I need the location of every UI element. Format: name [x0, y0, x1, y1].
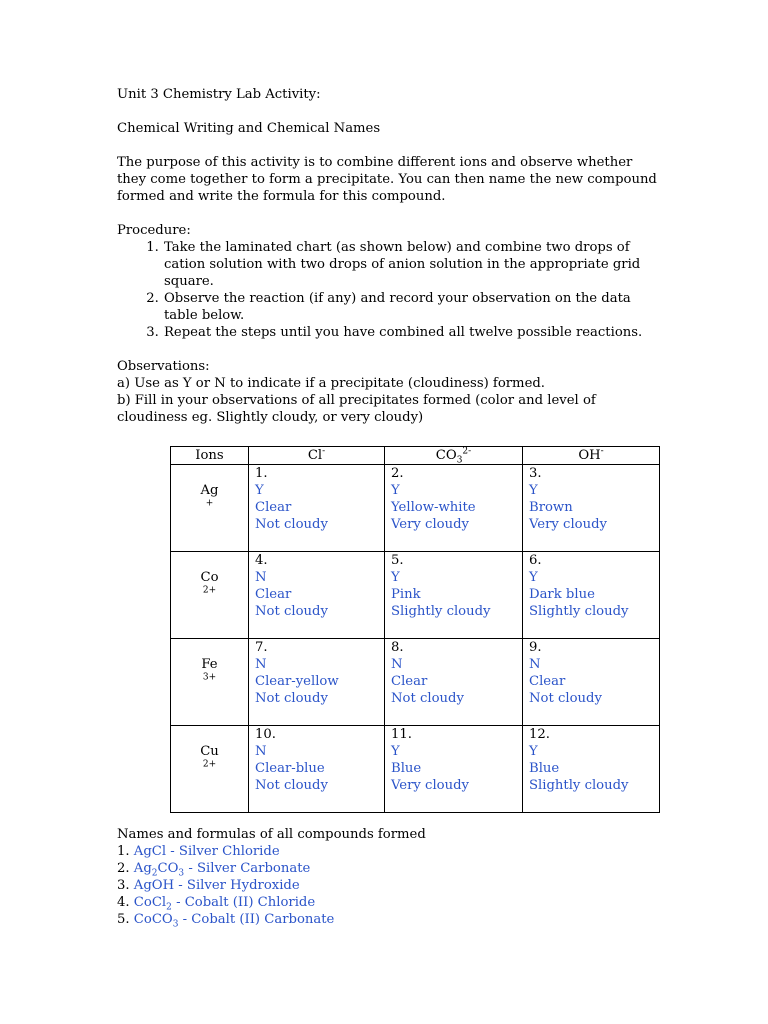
reaction-cell: 3. Y Brown Very cloudy — [523, 465, 660, 552]
anion-header: Cl- — [249, 447, 385, 465]
observations-line: b) Fill in your observations of all precipitates formed (color and level of — [117, 393, 596, 408]
purpose-line: they come together to form a precipitate. You can then name the new compound — [117, 172, 657, 187]
compounds-heading: Names and formulas of all compounds formed — [117, 827, 426, 842]
observation-table — [170, 446, 660, 813]
table-row — [171, 552, 660, 639]
procedure-step-line: 2. Observe the reaction (if any) and record your observation on the data — [164, 291, 631, 306]
reaction-cell: 12. Y Blue Slightly cloudy — [523, 726, 660, 813]
procedure-step-line: table below. — [164, 308, 245, 323]
cation-cell: Co $^{2+}$ — [171, 552, 249, 639]
observations-heading: Observations: — [117, 359, 210, 374]
cation-cell: Ag + — [171, 465, 249, 552]
procedure-step — [163, 239, 677, 290]
reaction-cell: 4. N Clear Not cloudy — [249, 552, 385, 639]
procedure-step-line: square. — [164, 274, 214, 289]
anion-header: $CO_3^{2-}$ — [385, 447, 523, 465]
procedure-step-line: 1. Take the laminated chart (as shown below) and combine two drops of — [164, 240, 630, 255]
cation-cell: Cu $^{2+}$ — [171, 726, 249, 813]
table-row — [171, 726, 660, 813]
purpose-paragraph — [117, 154, 677, 205]
table-row — [171, 465, 660, 552]
purpose-line: The purpose of this activity is to combine different ions and observe whether — [117, 155, 633, 170]
reaction-cell: 5. Y Pink Slightly cloudy — [385, 552, 523, 639]
reaction-cell: 8. N Clear Not cloudy — [385, 639, 523, 726]
reaction-cell: 1. Y Clear Not cloudy — [249, 465, 385, 552]
compound-item: 2. $Ag_2CO_3$ - Silver Carbonate — [117, 861, 311, 879]
table-header-row — [171, 447, 660, 465]
procedure-step-line: 3. Repeat the steps until you have combined all twelve possible reactions. — [164, 325, 643, 340]
anion-header: OH- — [523, 447, 660, 465]
procedure-step — [163, 290, 677, 324]
compound-item: 4. CoCl$_2$ - Cobalt (II) Chloride — [117, 895, 316, 913]
compound-item: 3. AgOH - Silver Hydroxide — [117, 878, 300, 893]
procedure-step — [163, 324, 677, 341]
compound-item: 1. AgCl - Silver Chloride — [117, 844, 280, 859]
table-row — [171, 639, 660, 726]
reaction-cell: 10. N Clear-blue Not cloudy — [249, 726, 385, 813]
reaction-cell: 2. Y Yellow-white Very cloudy — [385, 465, 523, 552]
cation-cell: Fe $^{3+}$ — [171, 639, 249, 726]
page-subtitle: Chemical Writing and Chemical Names — [117, 121, 381, 136]
reaction-cell: 6. Y Dark blue Slightly cloudy — [523, 552, 660, 639]
table-corner-header: Ions — [171, 447, 249, 465]
observations-line: cloudiness eg. Slightly cloudy, or very cloudy) — [117, 410, 424, 425]
reaction-cell: 9. N Clear Not cloudy — [523, 639, 660, 726]
compound-item: 5. CoCO$_3$ - Cobalt (II) Carbonate — [117, 912, 335, 930]
procedure-step-line: cation solution with two drops of anion solution in the appropriate grid — [164, 257, 641, 272]
procedure-list — [117, 239, 677, 341]
procedure-heading: Procedure: — [117, 223, 191, 238]
document-body — [117, 86, 677, 426]
reaction-cell: 11. Y Blue Very cloudy — [385, 726, 523, 813]
page-title: Unit 3 Chemistry Lab Activity: — [117, 87, 321, 102]
observations-line: a) Use as Y or N to indicate if a precipitate (cloudiness) formed. — [117, 376, 546, 391]
reaction-cell: 7. N Clear-yellow Not cloudy — [249, 639, 385, 726]
purpose-line: formed and write the formula for this compound. — [117, 189, 446, 204]
compounds-section — [117, 826, 426, 928]
